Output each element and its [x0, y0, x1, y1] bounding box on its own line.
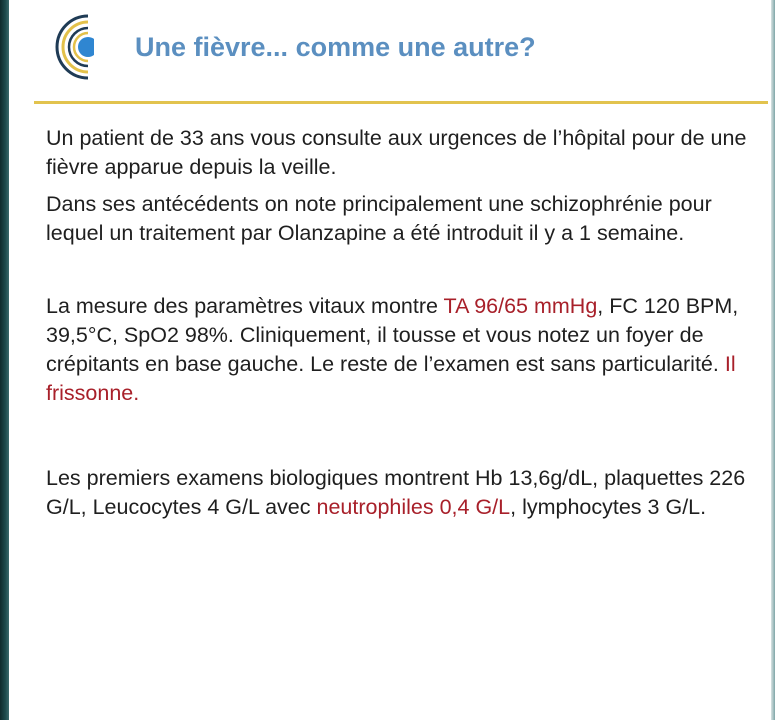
- biology-text-2: , lymphocytes 3 G/L.: [510, 495, 707, 519]
- title-divider: [34, 101, 768, 104]
- paragraph-vital-signs: [46, 292, 761, 408]
- slide-title: Une fièvre... comme une autre?: [135, 32, 536, 62]
- right-edge-bar: [771, 0, 775, 720]
- biology-text-1: Les premiers examens biologiques montrent Hb 13,6g/dL, plaquettes 226 G/L, Leucocytes 4 G/L avec: [46, 466, 746, 519]
- shivers-highlight: Il frissonne.: [46, 352, 736, 405]
- paragraph-antecedents: Dans ses antécédents on note principalement une schizophrénie pour lequel un traitement par Olanzapine a été introduit il y a 1 semaine.: [46, 192, 712, 245]
- neutrophils-highlight: neutrophiles 0,4 G/L: [316, 495, 511, 519]
- left-edge-bar: [0, 0, 9, 720]
- blood-pressure-highlight: TA 96/65 mmHg: [443, 294, 598, 318]
- paragraph-presentation: Un patient de 33 ans vous consulte aux urgences de l’hôpital pour de une fièvre apparue depuis la veille.: [46, 126, 747, 179]
- concentric-arcs-icon: [48, 12, 94, 82]
- vitals-text-1: La mesure des paramètres vitaux montre: [46, 294, 444, 318]
- slide-body: [46, 124, 761, 522]
- paragraph-biology: [46, 464, 761, 522]
- vitals-text-2: , FC 120 BPM, 39,5°C, SpO2 98%. Cliniquement, il tousse et vous notez un foyer de crépitants en base gauche. Le reste de l’examen est sans particularité.: [46, 294, 739, 376]
